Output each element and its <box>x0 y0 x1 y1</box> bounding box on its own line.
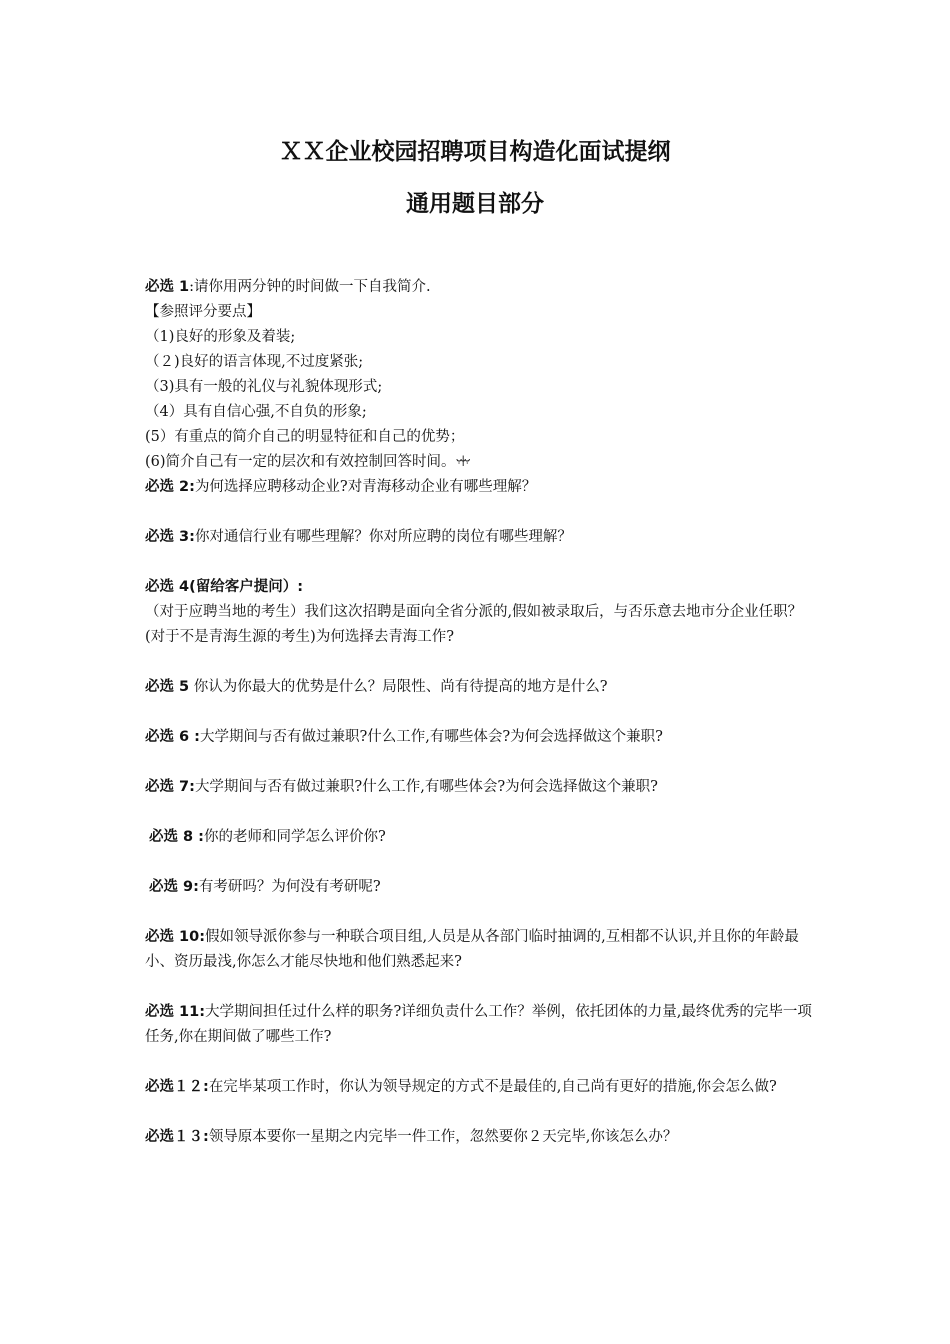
question-text: 有考研吗？为何没有考研呢? <box>198 879 381 895</box>
question-11 <box>145 1000 815 1050</box>
question-label: 必选１３: <box>145 1129 209 1145</box>
question-6 <box>145 725 815 750</box>
question-text: 你对通信行业有哪些理解？你对所应聘的岗位有哪些理解？ <box>194 529 572 545</box>
question-text: 大学期间与否有做过兼职?什么工作,有哪些体会?为何会选择做这个兼职? <box>194 779 658 795</box>
question-label: 必选 3: <box>145 529 195 545</box>
document-title: ＸＸ企业校园招聘项目构造化面试提纲 <box>279 139 671 165</box>
question-text: 大学期间与否有做过兼职?什么工作,有哪些体会?为何会选择做这个兼职? <box>199 729 663 745</box>
question-label: 必选 6 : <box>145 729 200 745</box>
question-list <box>145 275 815 1150</box>
question-label: 必选 7: <box>145 779 195 795</box>
question-text: 你认为你最大的优势是什么？局限性、尚有待提高的地方是什么? <box>189 679 608 695</box>
criteria-heading: 【参照评分要点】 <box>145 304 261 320</box>
question-text: 大学期间担任过什么样的职务?详细负责什么工作？举例，依托团体的力量,最终优秀的完毕一项任务,你在期间做了哪些工作? <box>145 1004 812 1045</box>
question-text: 你的老师和同学怎么评价你? <box>203 829 386 845</box>
criteria-item: (5）有重点的简介自己的明显特征和自己的优势； <box>145 429 465 445</box>
question-5 <box>145 675 815 700</box>
question-label: 必选 11: <box>145 1004 206 1020</box>
question-7 <box>145 775 815 800</box>
question-9 <box>145 875 815 900</box>
document-subtitle: 通用题目部分 <box>406 191 544 217</box>
question-label: 必选 8 : <box>149 829 204 845</box>
question-4-line: (对于不是青海生源的考生)为何选择去青海工作? <box>145 629 455 645</box>
question-text: :请你用两分钟的时间做一下自我简介. <box>189 279 431 295</box>
question-4-label: 必选 4(留给客户提问）: <box>145 579 304 595</box>
question-10 <box>145 925 815 975</box>
question-label: 必选 1 <box>145 279 190 295</box>
question-text: 为何选择应聘移动企业?对青海移动企业有哪些理解？ <box>194 479 537 495</box>
question-text: 在完毕某项工作时，你认为领导规定的方式不是最佳的,自己尚有更好的措施,你会怎么做? <box>208 1079 777 1095</box>
question-label: 必选 10: <box>145 929 206 945</box>
question-2 <box>145 475 815 500</box>
question-13 <box>145 1125 815 1150</box>
criteria-item: (6)简介自己有一定的层次和有效控制回答时间。ꗼ <box>145 454 471 470</box>
criteria-item: （1)良好的形象及着装; <box>145 329 296 345</box>
question-label: 必选 2: <box>145 479 195 495</box>
question-label: 必选 9: <box>149 879 199 895</box>
question-1 <box>145 275 815 300</box>
criteria-item: （3)具有一般的礼仪与礼貌体现形式; <box>145 379 383 395</box>
question-4-line: （对于应聘当地的考生）我们这次招聘是面向全省分派的,假如被录取后，与否乐意去地市分企业任职？ <box>145 604 803 620</box>
question-label: 必选１２: <box>145 1079 209 1095</box>
criteria-item: （4）具有自信心强,不自负的形象; <box>145 404 367 420</box>
question-3 <box>145 525 815 550</box>
question-12 <box>145 1075 815 1100</box>
question-8 <box>145 825 815 850</box>
question-text: 假如领导派你参与一种联合项目组,人员是从各部门临时抽调的,互相都不认识,并且你的年龄最小、资历最浅,你怎么才能尽快地和他们熟悉起来? <box>145 929 799 970</box>
criteria-item: （２)良好的语言体现,不过度紧张; <box>145 354 364 370</box>
question-label: 必选 5 <box>145 679 190 695</box>
question-text: 领导原本要你一星期之内完毕一件工作，忽然要你２天完毕,你该怎么办？ <box>208 1129 678 1145</box>
